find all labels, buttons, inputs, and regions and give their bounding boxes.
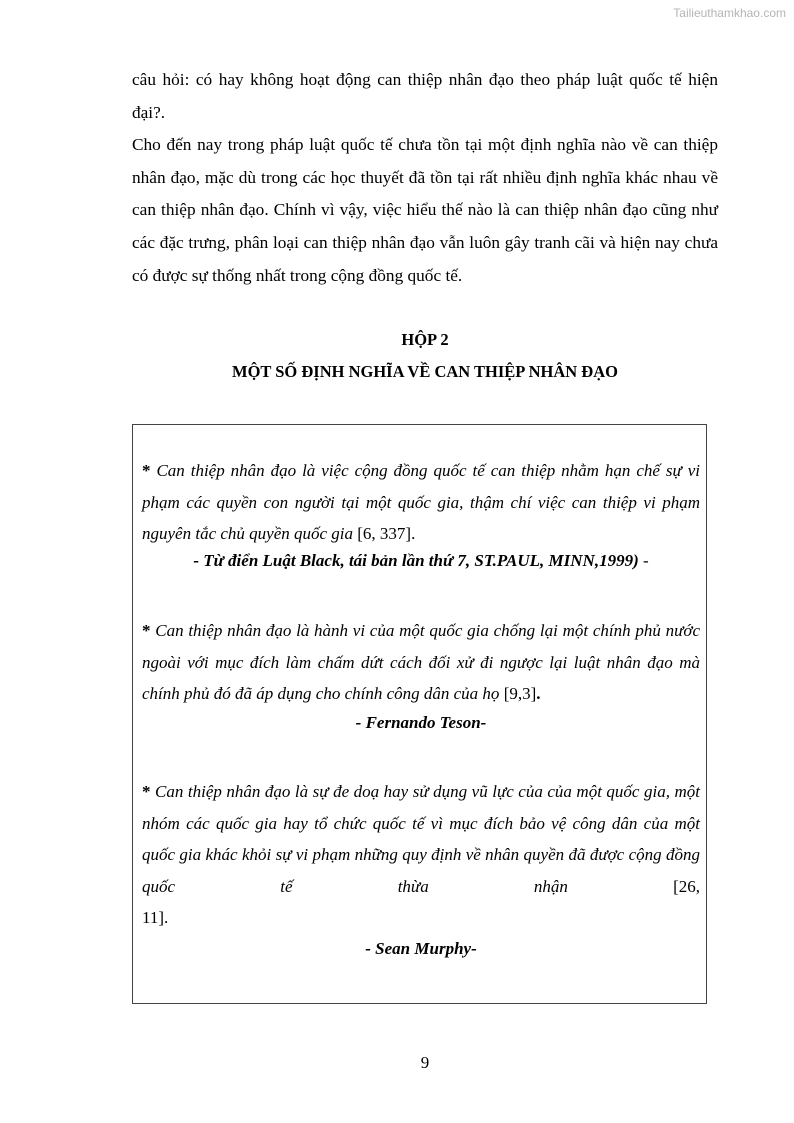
definition-bullet: *: [142, 461, 151, 480]
definition-text: Can thiệp nhân đạo là hành vi của một quốc gia chống lại một chính phủ nước ngoài với mục đích làm chấm dứt cách đối xử đi ngược lại luật nhân đạo mà chính phủ đó đã áp dụng cho chính công dân của họ: [142, 621, 700, 703]
definition-2-source: [142, 713, 700, 733]
box-title: HỘP 2: [401, 330, 449, 349]
paragraph-1: câu hỏi: có hay không hoạt động can thiệp nhân đạo theo pháp luật quốc tế hiện đại?.: [132, 70, 718, 122]
definition-citation: [6, 337].: [353, 524, 416, 543]
definition-bullet: *: [142, 782, 151, 801]
definition-bullet: *: [142, 621, 151, 640]
body-text: [132, 64, 718, 292]
source-tail: -: [638, 551, 649, 570]
source-text: - Từ điển Luật Black, tái bản lần thứ 7, ST.PAUL, MINN,1999): [193, 551, 639, 570]
definition-3: [142, 776, 700, 934]
definition-citation-cont: 11].: [142, 908, 169, 927]
paragraph-2: Cho đến nay trong pháp luật quốc tế chưa tồn tại một định nghĩa nào về can thiệp nhân đạo, mặc dù trong các học thuyết đã tồn tại rất nhiều định nghĩa khác nhau về can thiệp nhân đạo. Chính vì vậy, việc hiểu thế nào là can thiệp nhân đạo cũng như các đặc trưng, phân loại can thiệp nhân đạo vẫn luôn gây tranh cãi và hiện nay chưa có được sự thống nhất trong cộng đồng quốc tế.: [132, 135, 718, 285]
definition-1-source: [142, 551, 700, 571]
definition-end-mark: .: [536, 684, 541, 703]
source-text: - Fernando Teson-: [355, 713, 487, 732]
box-subtitle: MỘT SỐ ĐỊNH NGHĨA VỀ CAN THIỆP NHÂN ĐẠO: [232, 362, 618, 381]
definitions-box: [132, 424, 707, 1004]
page-number: 9: [420, 1053, 430, 1072]
definition-citation: [26,: [567, 876, 700, 896]
definition-text: Can thiệp nhân đạo là việc cộng đồng quốc tế can thiệp nhằm hạn chế sự vi phạm các quyền con người tại một quốc gia, thậm chí việc can thiệp vi phạm nguyên tắc chủ quyền quốc gia: [142, 461, 700, 543]
source-text: - Sean Murphy-: [365, 939, 477, 958]
definition-citation: [9,3]: [499, 684, 537, 703]
definition-2: [142, 615, 700, 710]
definition-3-source: [142, 939, 700, 959]
watermark: Tailieuthamkhao.com: [673, 6, 786, 20]
definition-1: [142, 455, 700, 550]
definition-text: Can thiệp nhân đạo là sự đe doạ hay sử dụng vũ lực của của một quốc gia, một nhóm các quốc gia hay tổ chức quốc tế vì mục đích bảo vệ công dân của một quốc gia khác khỏi sự vi phạm những quy định về nhân quyền đã được cộng đồng quốc tế thừa nhận: [142, 782, 700, 896]
